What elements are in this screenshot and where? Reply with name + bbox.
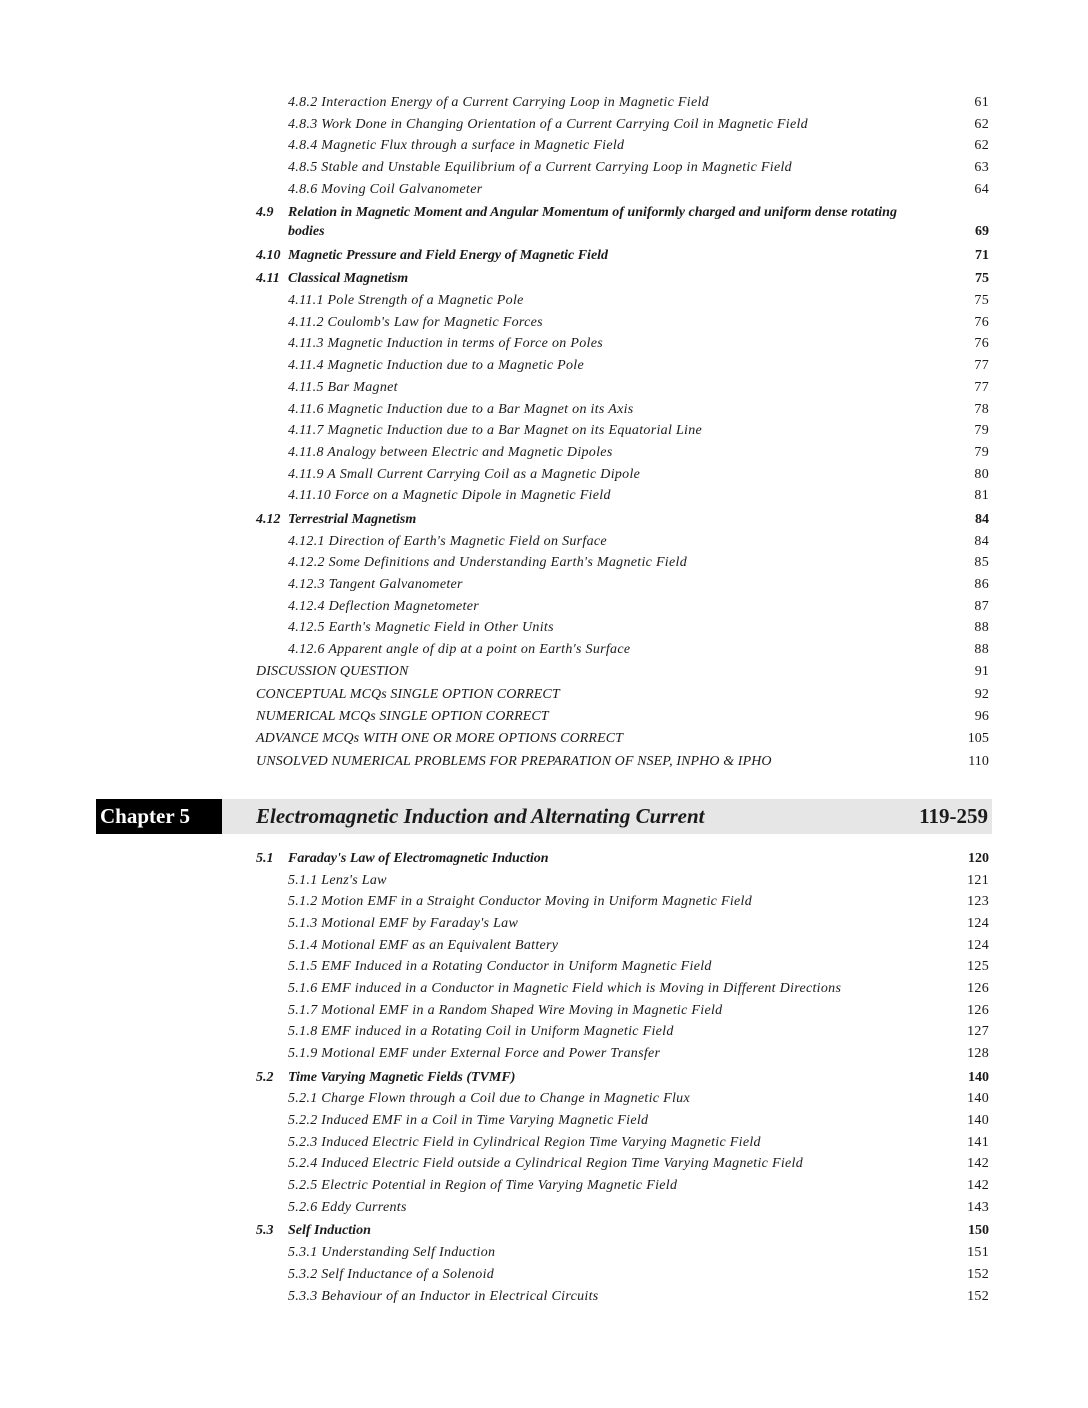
entry-title: 5.1.4 Motional EMF as an Equivalent Battery [288, 938, 559, 953]
entry-title: 5.3.3 Behaviour of an Inductor in Electrical Circuits [288, 1289, 599, 1304]
toc-subsection[interactable] [288, 380, 989, 396]
entry-title: 4.11.10 Force on a Magnetic Dipole in Magnetic Field [288, 488, 611, 503]
page-number: 87 [974, 599, 989, 614]
entry-title: 5.1.9 Motional EMF under External Force and Power Transfer [288, 1046, 661, 1061]
page-number: 126 [967, 981, 989, 996]
entry-title: CONCEPTUAL MCQs SINGLE OPTION CORRECT [256, 687, 560, 702]
page-number: 88 [974, 620, 989, 635]
page-number: 142 [967, 1156, 989, 1171]
toc-subsection[interactable] [288, 1245, 989, 1261]
page-number: 96 [974, 709, 989, 724]
toc-subsection[interactable] [288, 293, 989, 309]
page-number: 85 [974, 555, 989, 570]
page-number: 79 [974, 423, 989, 438]
entry-title: 5.1.1 Lenz's Law [288, 873, 387, 888]
page-number: 88 [974, 642, 989, 657]
toc-subsection[interactable] [288, 642, 989, 658]
toc-subsection[interactable] [288, 1003, 989, 1019]
section-title: Self Induction [288, 1223, 371, 1238]
page-number: 81 [974, 488, 989, 503]
section-number: 5.3 [256, 1223, 274, 1238]
page-number: 78 [974, 402, 989, 417]
page-number: 77 [974, 380, 989, 395]
toc-subsection[interactable] [288, 95, 989, 111]
section-number: 4.10 [256, 248, 281, 263]
page-number: 69 [975, 224, 989, 239]
page-number: 105 [967, 731, 989, 746]
toc-exercise-entry[interactable] [256, 687, 989, 703]
page-number: 151 [967, 1245, 989, 1260]
toc-subsection[interactable] [288, 336, 989, 352]
entry-title: NUMERICAL MCQs SINGLE OPTION CORRECT [256, 709, 549, 724]
entry-title: 4.11.5 Bar Magnet [288, 380, 398, 395]
page-number: 62 [974, 117, 989, 132]
section-title: Magnetic Pressure and Field Energy of Magnetic Field [288, 248, 609, 263]
entry-title [256, 851, 929, 867]
toc-subsection[interactable] [288, 138, 989, 154]
toc-subsection[interactable] [288, 402, 989, 418]
page-number: 76 [974, 336, 989, 351]
section-number: 4.11 [256, 271, 280, 286]
entry-title [256, 271, 929, 287]
page-number: 141 [967, 1135, 989, 1150]
section-title: Faraday's Law of Electromagnetic Induction [288, 851, 549, 866]
toc-subsection[interactable] [288, 916, 989, 932]
toc-subsection[interactable] [288, 1024, 989, 1040]
toc-subsection[interactable] [288, 1178, 989, 1194]
entry-title: 5.1.8 EMF induced in a Rotating Coil in Uniform Magnetic Field [288, 1024, 674, 1039]
page-number: 123 [967, 894, 989, 909]
toc-exercise-entry[interactable] [256, 664, 989, 680]
toc-subsection[interactable] [288, 182, 989, 198]
toc-section[interactable] [256, 1223, 989, 1239]
page-number: 75 [975, 271, 989, 286]
entry-title [256, 512, 929, 528]
entry-title: 4.11.4 Magnetic Induction due to a Magnetic Pole [288, 358, 585, 373]
entry-title: 4.11.3 Magnetic Induction in terms of Force on Poles [288, 336, 603, 351]
toc-subsection[interactable] [288, 358, 989, 374]
toc-exercise-entry[interactable] [256, 731, 989, 747]
toc-subsection[interactable] [288, 577, 989, 593]
page-number: 76 [974, 315, 989, 330]
toc-subsection[interactable] [288, 555, 989, 571]
entry-title: 5.3.1 Understanding Self Induction [288, 1245, 496, 1260]
entry-title: 5.2.1 Charge Flown through a Coil due to Change in Magnetic Flux [288, 1091, 690, 1106]
page-number: 124 [967, 938, 989, 953]
toc-section[interactable] [256, 851, 989, 867]
page-number: 142 [967, 1178, 989, 1193]
page-number: 61 [974, 95, 989, 110]
section-title: Classical Magnetism [288, 271, 409, 286]
entry-title: 5.1.3 Motional EMF by Faraday's Law [288, 916, 519, 931]
entry-title: 5.2.2 Induced EMF in a Coil in Time Varying Magnetic Field [288, 1113, 649, 1128]
toc-subsection[interactable] [288, 1113, 989, 1129]
page-number: 91 [974, 664, 989, 679]
page-number: 120 [968, 851, 989, 866]
page-number: 84 [974, 534, 989, 549]
section-title-line2: bodies [288, 224, 325, 239]
page-number: 152 [967, 1267, 989, 1282]
entry-title: 4.12.6 Apparent angle of dip at a point on Earth's Surface [288, 642, 631, 657]
entry-title: 4.11.9 A Small Current Carrying Coil as a Magnetic Dipole [288, 467, 641, 482]
entry-title: 4.11.1 Pole Strength of a Magnetic Pole [288, 293, 524, 308]
entry-title: 4.12.3 Tangent Galvanometer [288, 577, 463, 592]
page-number: 140 [967, 1113, 989, 1128]
entry-title: 5.3.2 Self Inductance of a Solenoid [288, 1267, 495, 1282]
page-number: 84 [975, 512, 989, 527]
entry-title [256, 1070, 929, 1086]
entry-title: 5.1.6 EMF induced in a Conductor in Magnetic Field which is Moving in Different Directions [288, 981, 842, 996]
page-number: 127 [967, 1024, 989, 1039]
entry-title: 4.12.4 Deflection Magnetometer [288, 599, 479, 614]
toc-exercise-entry[interactable] [256, 754, 989, 770]
page-number: 152 [967, 1289, 989, 1304]
entry-title: 4.11.2 Coulomb's Law for Magnetic Forces [288, 315, 543, 330]
toc-section[interactable] [256, 512, 989, 528]
section-title-line1: Relation in Magnetic Moment and Angular Momentum of uniformly charged and uniform dense rotating [288, 205, 897, 220]
entry-title: 4.8.2 Interaction Energy of a Current Carrying Loop in Magnetic Field [288, 95, 709, 110]
page-number: 75 [974, 293, 989, 308]
entry-title [256, 1223, 929, 1239]
page-number: 143 [967, 1200, 989, 1215]
toc-subsection[interactable] [288, 981, 989, 997]
toc-subsection[interactable] [288, 1289, 989, 1305]
toc-subsection[interactable] [288, 873, 989, 889]
entry-title: 5.2.4 Induced Electric Field outside a Cylindrical Region Time Varying Magnetic Field [288, 1156, 804, 1171]
entry-title: 4.12.2 Some Definitions and Understanding Earth's Magnetic Field [288, 555, 687, 570]
chapter-page-range: 119-259 [919, 804, 988, 828]
entry-title: 4.11.7 Magnetic Induction due to a Bar Magnet on its Equatorial Line [288, 423, 703, 438]
toc-subsection[interactable] [288, 959, 989, 975]
toc-subsection[interactable] [288, 1091, 989, 1107]
entry-title: 4.8.3 Work Done in Changing Orientation of a Current Carrying Coil in Magnetic Field [288, 117, 808, 132]
chapter-label: Chapter 5 [96, 799, 222, 834]
entry-title: 4.8.4 Magnetic Flux through a surface in Magnetic Field [288, 138, 625, 153]
section-number: 4.9 [256, 205, 274, 220]
entry-title: DISCUSSION QUESTION [256, 664, 409, 679]
section-number: 5.2 [256, 1070, 274, 1085]
page-number: 150 [968, 1223, 989, 1238]
toc-subsection[interactable] [288, 488, 989, 504]
toc-subsection[interactable] [288, 315, 989, 331]
page-number: 140 [967, 1091, 989, 1106]
page-number: 128 [967, 1046, 989, 1061]
page-number: 92 [974, 687, 989, 702]
entry-title: 5.2.5 Electric Potential in Region of Time Varying Magnetic Field [288, 1178, 678, 1193]
toc-subsection[interactable] [288, 445, 989, 461]
entry-title: 5.1.7 Motional EMF in a Random Shaped Wire Moving in Magnetic Field [288, 1003, 723, 1018]
toc-subsection[interactable] [288, 1200, 989, 1216]
entry-title: ADVANCE MCQs WITH ONE OR MORE OPTIONS CORRECT [256, 731, 624, 746]
page-number: 140 [968, 1070, 989, 1085]
toc-subsection[interactable] [288, 599, 989, 615]
entry-title: 4.11.8 Analogy between Electric and Magnetic Dipoles [288, 445, 613, 460]
entry-title: 5.2.3 Induced Electric Field in Cylindrical Region Time Varying Magnetic Field [288, 1135, 761, 1150]
toc-subsection[interactable] [288, 534, 989, 550]
section-number: 5.1 [256, 851, 274, 866]
toc-subsection[interactable] [288, 423, 989, 439]
toc-subsection[interactable] [288, 1156, 989, 1172]
toc-subsection[interactable] [288, 1267, 989, 1283]
page-number: 125 [967, 959, 989, 974]
page-number: 124 [967, 916, 989, 931]
page-number: 71 [975, 248, 989, 263]
page-number: 126 [967, 1003, 989, 1018]
page-number: 79 [974, 445, 989, 460]
toc-subsection[interactable] [288, 467, 989, 483]
chapter-title[interactable]: Electromagnetic Induction and Alternating Current [256, 804, 705, 828]
entry-title: 4.8.6 Moving Coil Galvanometer [288, 182, 483, 197]
toc-exercise-entry[interactable] [256, 709, 989, 725]
page-number: 86 [974, 577, 989, 592]
section-number: 4.12 [256, 512, 281, 527]
entry-title: 5.2.6 Eddy Currents [288, 1200, 407, 1215]
toc-section[interactable] [256, 1070, 989, 1086]
page-number: 80 [974, 467, 989, 482]
page-number: 121 [967, 873, 989, 888]
entry-title: UNSOLVED NUMERICAL PROBLEMS FOR PREPARATION OF NSEP, INPHO & IPHO [256, 754, 772, 769]
entry-title: 4.11.6 Magnetic Induction due to a Bar Magnet on its Axis [288, 402, 634, 417]
entry-title [256, 248, 929, 264]
toc-subsection[interactable] [288, 620, 989, 636]
entry-title: 4.8.5 Stable and Unstable Equilibrium of a Current Carrying Loop in Magnetic Field [288, 160, 792, 175]
toc-subsection[interactable] [288, 160, 989, 176]
page-number: 77 [974, 358, 989, 373]
entry-title: 5.1.2 Motion EMF in a Straight Conductor Moving in Uniform Magnetic Field [288, 894, 753, 909]
page-number: 64 [974, 182, 989, 197]
entry-title: 5.1.5 EMF Induced in a Rotating Conductor in Uniform Magnetic Field [288, 959, 712, 974]
toc-subsection[interactable] [288, 938, 989, 954]
page-number: 110 [968, 754, 989, 769]
toc-subsection[interactable] [288, 1135, 989, 1151]
toc-section[interactable] [256, 271, 989, 287]
toc-subsection[interactable] [288, 1046, 989, 1062]
section-title: Terrestrial Magnetism [288, 512, 417, 527]
entry-title: 4.12.5 Earth's Magnetic Field in Other Units [288, 620, 554, 635]
entry-title: 4.12.1 Direction of Earth's Magnetic Field on Surface [288, 534, 607, 549]
toc-subsection[interactable] [288, 117, 989, 133]
toc-subsection[interactable] [288, 894, 989, 910]
toc-section[interactable] [256, 248, 989, 264]
page-number: 62 [974, 138, 989, 153]
section-title: Time Varying Magnetic Fields (TVMF) [288, 1070, 516, 1085]
page-number: 63 [974, 160, 989, 175]
